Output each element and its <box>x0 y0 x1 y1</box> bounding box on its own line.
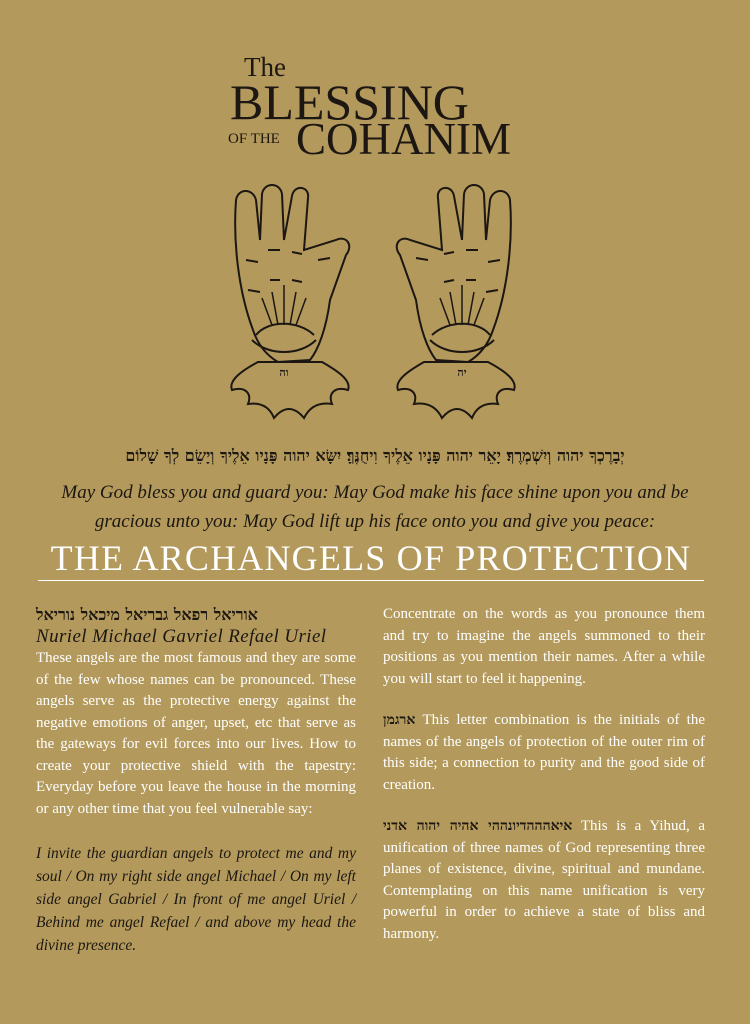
title-of-the: OF THE <box>228 131 280 147</box>
left-palm-letters: וה <box>279 366 289 379</box>
raised-hands-icon <box>218 180 528 430</box>
angels-description: These angels are the most famous and they are some of the few whose names can be pronounced. These angels serve as the protective energy against the negative emotions of anger, upset, etc that serve as the gateways for evil forces into our lives. How to create your protective shield with the tapestry: Everyday before you leave the house in the morning or any other time that you feel vulnerable say: <box>36 650 356 817</box>
title-block <box>228 52 528 162</box>
hebrew-angel-names: אוריאל רפאל גבריאל מיכאל נוריאל <box>36 605 258 624</box>
argaman-paragraph <box>383 710 705 796</box>
title-blessing: BLESSING <box>230 74 469 130</box>
argaman-hebrew: ארגמן <box>383 712 416 728</box>
yihud-paragraph <box>383 816 705 945</box>
invocation-text: I invite the guardian angels to protect me and my soul / On my right side angel Michael / On my left side angel Gabriel / In front of me angel Uriel / Behind me angel Refael / and above my head the divine presence. <box>36 845 356 954</box>
heading-divider <box>38 580 704 581</box>
title-the: The <box>244 52 286 82</box>
section-heading: THE ARCHANGELS OF PROTECTION <box>50 538 692 578</box>
english-verse-line-2: gracious unto you: May God lift up his face onto you and give you peace: <box>94 511 656 532</box>
english-verse-line-1: May God bless you and guard you: May God make his face shine upon you and be <box>61 482 689 503</box>
right-column <box>383 604 705 965</box>
left-column <box>36 604 356 957</box>
english-verse <box>40 478 710 536</box>
title-cohanim: COHANIM <box>296 114 512 164</box>
argaman-text: This letter combination is the initials of the names of the angels of protection of the outer rim of this side; a connection to purity and the good side of creation. <box>383 712 706 793</box>
right-palm-letters: יה <box>457 366 467 379</box>
concentrate-paragraph: Concentrate on the words as you pronounce them and try to imagine the angels summoned to their positions as you mention their names. After a while you will start to feel it happening. <box>383 606 705 687</box>
yihud-text: This is a Yihud, a unification of three names of God representing three planes of existence, divine, spiritual and mundane. Contemplating on this name unification is very powerful in order to achieve a state of bliss and harmony. <box>383 818 705 942</box>
hebrew-verse: יְבָרֶכְךָ יהוה וְיִשְׁמְרֶךָ׃ יָאֵר יהוה פָּנָיו אֵלֶיךָ וִיחֻנֶּךָּ׃ יִשָּׂא יהוה פָּנָיו אֵלֶיךָ וְיָשֵׂם לְךָ שָׁלוֹם <box>125 446 625 465</box>
yihud-hebrew: איאהההדיונההי אהיה יהוה אדני <box>383 818 573 834</box>
english-angel-names: Nuriel Michael Gavriel Refael Uriel <box>36 626 327 647</box>
